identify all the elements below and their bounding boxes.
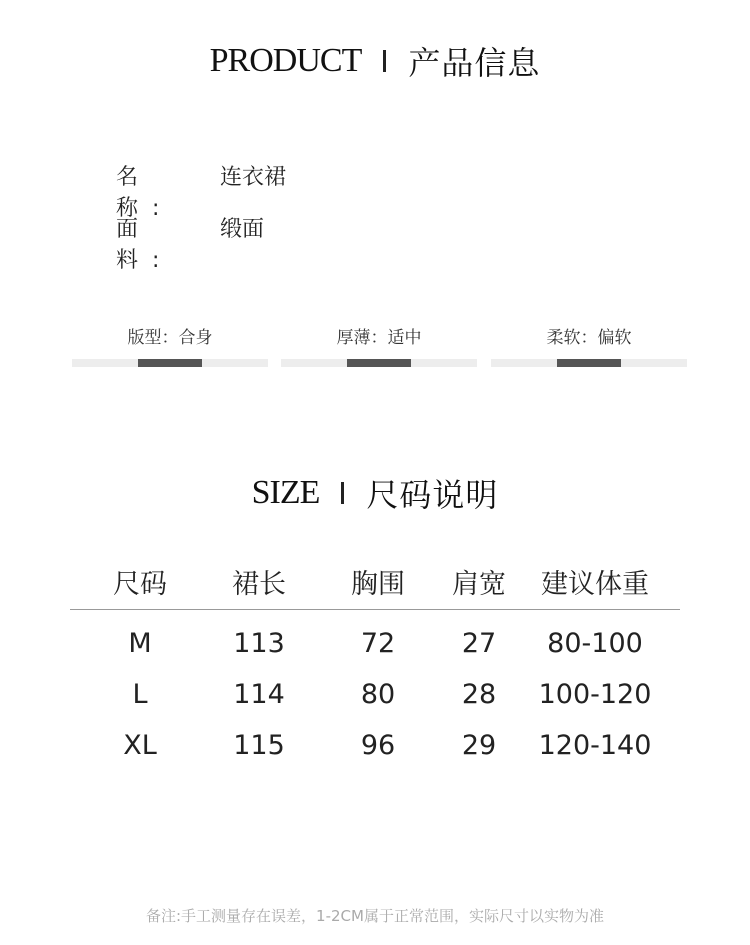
scale-thickness [281,323,477,367]
header-shoulder: 肩宽 [452,568,506,600]
scale-thickness-track [281,359,477,367]
info-fabric-label: 面 料: [116,217,174,273]
scale-fit-label: 版型：合身 [127,328,213,348]
cell-size: XL [123,730,157,761]
info-name-label: 名 称: [116,165,174,221]
product-heading [0,38,750,84]
scale-softness-indicator [557,359,621,367]
header-length: 裙长 [232,568,286,600]
size-table-header-row [70,553,680,610]
cell-bust: 80 [360,679,396,710]
cell-bust: 72 [360,628,396,659]
table-row [70,610,680,670]
cell-shoulder: 28 [461,679,497,710]
scale-thickness-label: 厚薄：适中 [336,328,422,348]
footnote: 备注:手工测量存在误差，1-2CM属于正常范围，实际尺寸以实物为准 [146,907,604,925]
size-heading-zh: 尺码说明 [366,476,499,514]
cell-weight: 80-100 [547,628,643,659]
info-fabric-value: 缎面 [220,217,265,242]
cell-size: M [128,628,152,659]
cell-length: 114 [233,679,285,710]
size-table [70,553,680,771]
scale-softness-label: 柔软：偏软 [546,328,632,348]
header-weight: 建议体重 [541,568,649,600]
info-name-value: 连衣裙 [220,165,287,190]
product-heading-en: PRODUCT [209,42,362,79]
product-heading-zh: 产品信息 [408,44,541,82]
table-row [70,720,680,771]
scale-fit-indicator [138,359,202,367]
cell-length: 113 [233,628,285,659]
scale-softness [491,323,687,367]
scale-fit [72,323,268,367]
scale-thickness-indicator [347,359,411,367]
size-heading [0,470,750,516]
cell-size: L [132,679,148,710]
header-size: 尺码 [113,568,167,600]
cell-bust: 96 [360,730,396,761]
size-heading-en: SIZE [251,474,320,511]
info-fabric-row [116,212,264,274]
cell-weight: 120-140 [538,730,652,761]
heading-divider [341,482,344,504]
header-bust: 胸围 [351,568,405,600]
heading-divider [383,50,386,72]
scale-softness-track [491,359,687,367]
table-row [70,669,680,720]
cell-shoulder: 27 [461,628,497,659]
cell-weight: 100-120 [538,679,652,710]
cell-shoulder: 29 [461,730,497,761]
scale-fit-track [72,359,268,367]
cell-length: 115 [233,730,285,761]
